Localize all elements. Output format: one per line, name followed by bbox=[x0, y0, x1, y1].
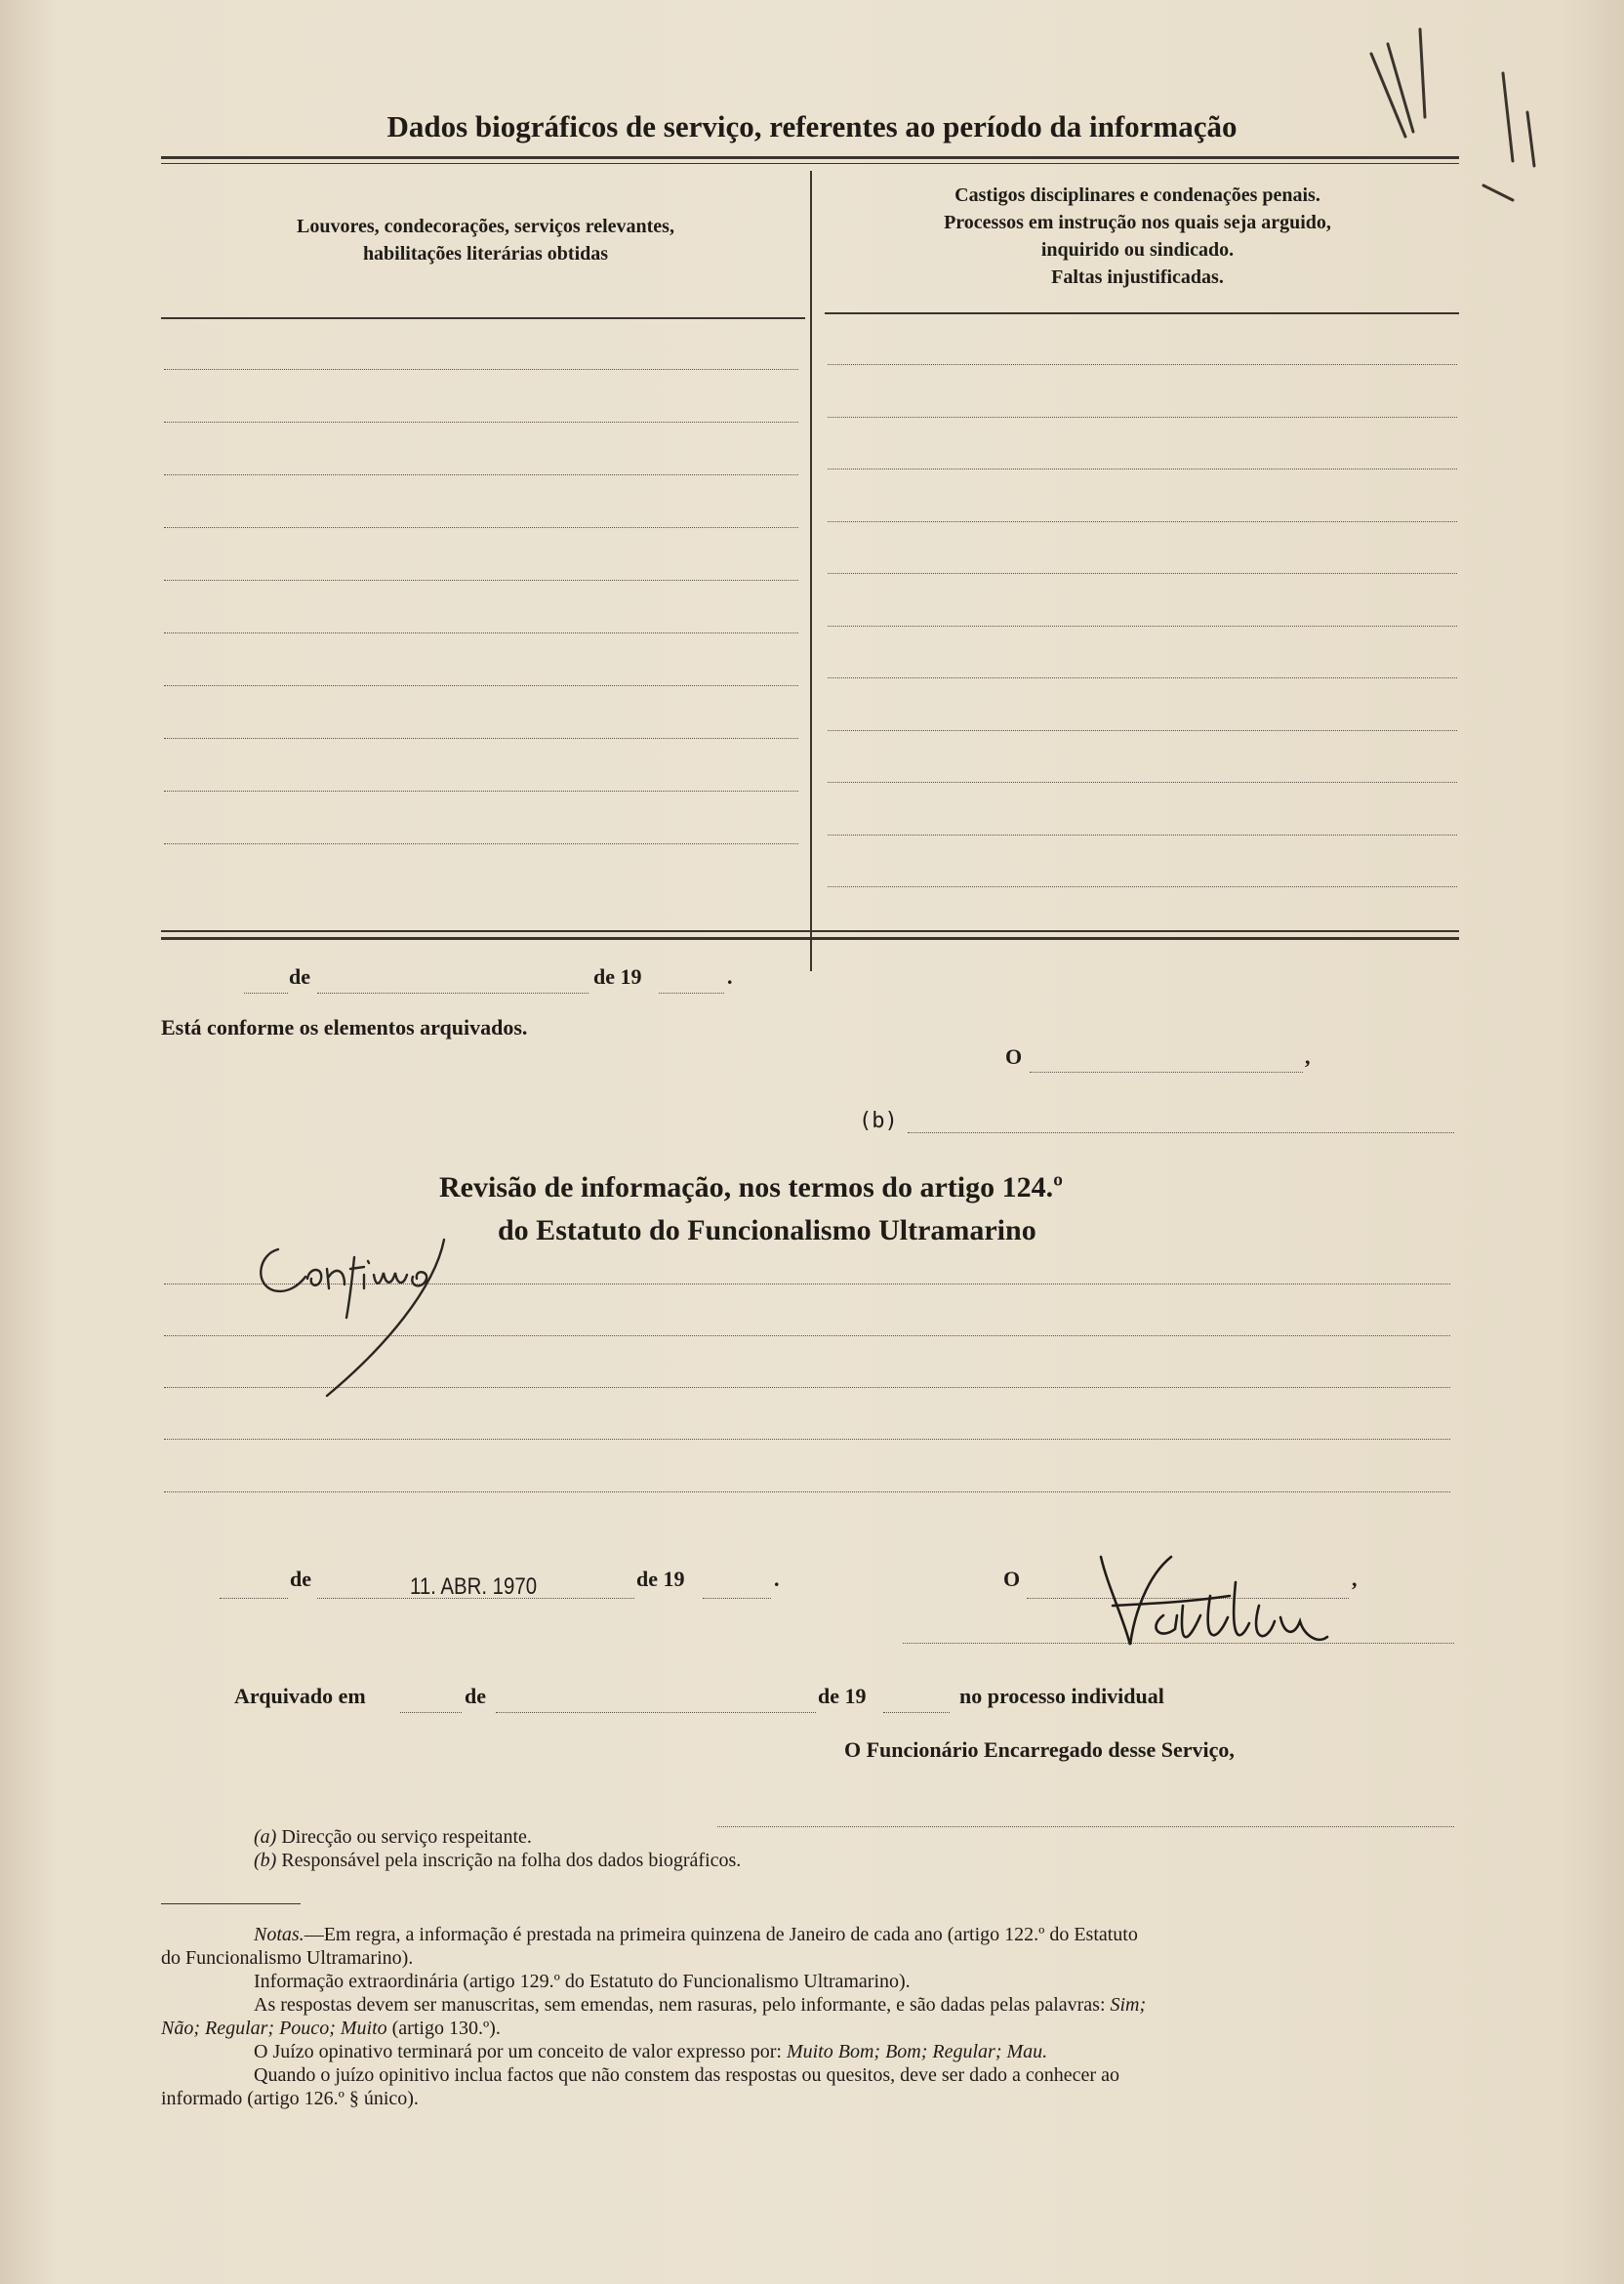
note-3-word: Sim; bbox=[1110, 1994, 1147, 2016]
left-column-header bbox=[161, 213, 810, 267]
left-header-line: habilitações literárias obtidas bbox=[362, 243, 609, 265]
note-4-text: O Juízo opinativo terminará por um conceito de valor expresso por: bbox=[254, 2041, 782, 2062]
mark-b: (b) bbox=[859, 1109, 898, 1133]
note-3-cont bbox=[161, 2017, 1459, 2040]
funcionario-encarregado: O Funcionário Encarregado desse Serviço, bbox=[844, 1737, 1235, 1762]
left-entry-line[interactable] bbox=[164, 738, 798, 739]
footnote-a-text: Direcção ou serviço respeitante. bbox=[281, 1826, 532, 1848]
left-entry-line[interactable] bbox=[164, 422, 798, 423]
top-rule bbox=[161, 156, 1459, 159]
day-field-2[interactable] bbox=[220, 1598, 288, 1599]
footnote-a bbox=[254, 1825, 741, 1849]
signer-o-label-2: O bbox=[1003, 1567, 1021, 1591]
right-header-rule bbox=[825, 312, 1459, 314]
period-2: . bbox=[774, 1567, 780, 1591]
note-3 bbox=[161, 1993, 1459, 2017]
right-entry-line[interactable] bbox=[828, 886, 1457, 887]
top-rule-thin bbox=[161, 163, 1459, 164]
footnote-b-mark: (b) bbox=[254, 1850, 277, 1871]
revisao-entry-line[interactable] bbox=[164, 1491, 1450, 1492]
left-header-rule bbox=[161, 317, 805, 319]
note-3-word: Regular; bbox=[205, 2018, 275, 2039]
conforme-statement: Está conforme os elementos arquivados. bbox=[161, 1015, 528, 1040]
comma-2: , bbox=[1352, 1567, 1358, 1591]
footnote-b-text: Responsável pela inscrição na folha dos dados biográficos. bbox=[281, 1850, 742, 1871]
signer-field-1[interactable] bbox=[1030, 1072, 1303, 1073]
de-label-2: de bbox=[290, 1567, 311, 1591]
revisao-line-1: Revisão de informação, nos termos do artigo 124.º bbox=[439, 1171, 1063, 1203]
left-entry-line[interactable] bbox=[164, 843, 798, 844]
corner-pencil-marks bbox=[1366, 24, 1581, 200]
arquivado-year-field[interactable] bbox=[883, 1712, 950, 1713]
month-field-1[interactable] bbox=[317, 993, 589, 994]
notas-label: Notas. bbox=[254, 1924, 304, 1945]
revisao-entry-line[interactable] bbox=[164, 1439, 1450, 1440]
notes-block bbox=[161, 1923, 1459, 2110]
left-entry-line[interactable] bbox=[164, 527, 798, 528]
footnotes bbox=[254, 1825, 741, 1872]
right-entry-line[interactable] bbox=[828, 677, 1457, 678]
revisao-line-2: do Estatuto do Funcionalismo Ultramarino bbox=[498, 1214, 1036, 1246]
right-entry-line[interactable] bbox=[828, 364, 1457, 365]
period: . bbox=[727, 964, 733, 989]
arquivado-de19: de 19 bbox=[818, 1684, 867, 1708]
year-field-1[interactable] bbox=[659, 993, 724, 994]
bleed-through-text bbox=[508, 283, 530, 320]
left-entry-line[interactable] bbox=[164, 474, 798, 475]
de19-label: de 19 bbox=[593, 964, 642, 989]
right-column-header bbox=[813, 182, 1462, 291]
column-divider bbox=[810, 171, 812, 971]
day-field-1[interactable] bbox=[244, 993, 288, 994]
note-5-cont: informado (artigo 126.º § único). bbox=[161, 2088, 419, 2109]
right-entry-line[interactable] bbox=[828, 417, 1457, 418]
year-field-2[interactable] bbox=[703, 1598, 771, 1599]
right-entry-line[interactable] bbox=[828, 835, 1457, 836]
left-entry-line[interactable] bbox=[164, 791, 798, 792]
handwritten-confirmo bbox=[249, 1230, 571, 1406]
right-entry-line[interactable] bbox=[828, 782, 1457, 783]
right-header-line: Processos em instrução nos quais seja arguido, bbox=[944, 212, 1331, 233]
left-entry-line[interactable] bbox=[164, 632, 798, 633]
arquivado-day-field[interactable] bbox=[400, 1712, 462, 1713]
right-header-line: Faltas injustificadas. bbox=[1051, 266, 1224, 288]
right-entry-line[interactable] bbox=[828, 521, 1457, 522]
b-field[interactable] bbox=[908, 1132, 1454, 1133]
note-2: Informação extraordinária (artigo 129.º do Estatuto do Funcionalismo Ultramarino). bbox=[254, 1971, 911, 1992]
note-1 bbox=[161, 1923, 1459, 1946]
de19-label-2: de 19 bbox=[636, 1567, 685, 1591]
left-entry-line[interactable] bbox=[164, 580, 798, 581]
arquivado-month-field[interactable] bbox=[496, 1712, 816, 1713]
form-title: Dados biográficos de serviço, referentes ao período da informação bbox=[386, 109, 1238, 143]
right-entry-line[interactable] bbox=[828, 730, 1457, 731]
arquivado-de: de bbox=[465, 1684, 486, 1708]
processo-individual: no processo individual bbox=[959, 1684, 1164, 1708]
comma: , bbox=[1305, 1044, 1311, 1069]
note-3-text: As respostas devem ser manuscritas, sem emendas, nem rasuras, pelo informante, e são dadas pelas palavras: bbox=[254, 1994, 1106, 2016]
note-3-end: (artigo 130.º). bbox=[391, 2018, 501, 2039]
note-4-word: Bom; bbox=[885, 2041, 928, 2062]
note-4-word: Regular; bbox=[932, 2041, 1002, 2062]
right-entry-line[interactable] bbox=[828, 626, 1457, 627]
arquivado-label: Arquivado em bbox=[234, 1684, 366, 1708]
de-label: de bbox=[289, 964, 310, 989]
table-bottom-rule bbox=[161, 930, 1459, 932]
table-bottom-rule-2 bbox=[161, 937, 1459, 940]
note-4-word: Muito Bom; bbox=[786, 2041, 881, 2062]
signature bbox=[1054, 1547, 1347, 1659]
left-entry-line[interactable] bbox=[164, 685, 798, 686]
right-header-line: Castigos disciplinares e condenações penais. bbox=[954, 184, 1320, 206]
note-3-word: Pouco; bbox=[279, 2018, 336, 2039]
note-5: Quando o juízo opinitivo inclua factos que não constem das respostas ou quesitos, deve ser dado a conhecer ao bbox=[254, 2064, 1119, 2086]
notes-separator bbox=[161, 1903, 301, 1904]
note-4-word: Mau. bbox=[1006, 2041, 1048, 2062]
note-3-word: Não; bbox=[161, 2018, 200, 2039]
note-1-cont: do Funcionalismo Ultramarino). bbox=[161, 1947, 414, 1969]
signer-o-label: O bbox=[1005, 1044, 1023, 1069]
footnote-a-mark: (a) bbox=[254, 1826, 277, 1848]
footnote-b bbox=[254, 1849, 741, 1872]
note-3-word: Muito bbox=[340, 2018, 387, 2039]
right-header-line: inquirido ou sindicado. bbox=[1040, 239, 1235, 261]
note-4 bbox=[161, 2040, 1459, 2063]
note-1-text: —Em regra, a informação é prestada na primeira quinzena de Janeiro de cada ano (artigo 122.º do Estatuto bbox=[304, 1924, 1138, 1945]
right-entry-line[interactable] bbox=[828, 573, 1457, 574]
date-stamp: 11. ABR. 1970 bbox=[410, 1573, 538, 1600]
left-header-line: Louvores, condecorações, serviços relevantes, bbox=[297, 216, 674, 237]
left-entry-line[interactable] bbox=[164, 369, 798, 370]
funcionario-signature-field[interactable] bbox=[717, 1826, 1454, 1827]
